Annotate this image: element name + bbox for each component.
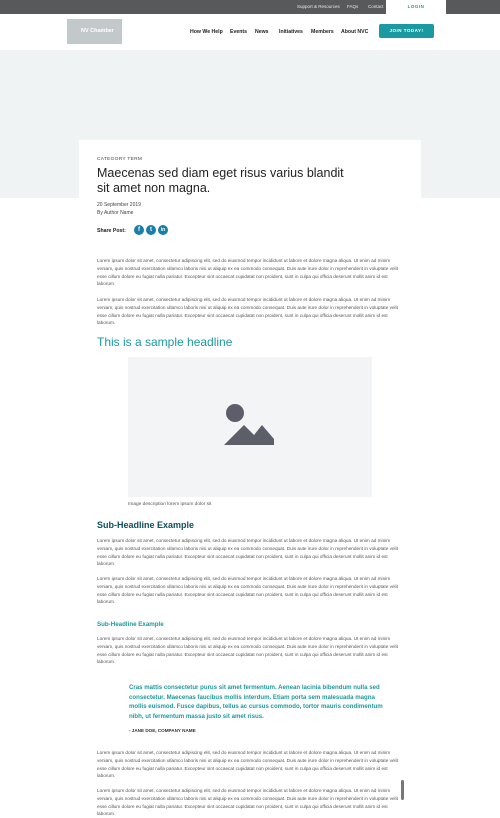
utility-bar [0,0,500,14]
body-paragraph: Lorem ipsum dolor sit amet, consectetur adipiscing elit, sed do eiusmod tempor incididunt ut labore et dolore magna aliqua. Ut enim ad minim veniam, quis nostrud exercitation ullamco laboris nisi ut aliquip ex ea commodo consequat. Duis aute irure dolor in reprehenderit in voluptate velit esse cillum dolore eu fugiat nulla pariatur. Excepteur sint occaecat cupidatat non proident, sunt in culpa qui officia deserunt mollit anim id est laborum. [97,258,398,287]
contact-link[interactable]: Contact [368,4,384,9]
article-image-placeholder [128,357,372,497]
body-paragraph: Lorem ipsum dolor sit amet, consectetur adipiscing elit, sed do eiusmod tempor incididunt ut labore et dolore magna aliqua. Ut enim ad minim veniam, quis nostrud exercitation ullamco laboris nisi ut aliquip ex ea commodo consequat. Duis aute irure dolor in reprehenderit in voluptate velit esse cillum dolore eu fugiat nulla pariatur. Excepteur sint occaecat cupidatat non proident, sunt in culpa qui officia deserunt mollit anim id est laborum. [97,788,398,817]
article-date: 20 September 2019 [97,202,141,208]
login-button[interactable]: LOGIN [386,0,446,14]
site-logo[interactable]: NV Chamber [67,19,122,44]
nav-members[interactable]: Members [311,29,334,35]
support-link[interactable]: Support & Resources [297,4,340,9]
article-title: Maecenas sed diam eget risus varius blandit sit amet non magna. [97,166,344,195]
nav-events[interactable]: Events [230,29,248,35]
facebook-icon[interactable]: f [134,225,144,235]
sub-headline-small: Sub-Headline Example [97,621,164,628]
site-header [0,14,500,50]
article-author: By Author Name [97,210,134,216]
join-today-button[interactable]: JOIN TODAY! [379,24,434,38]
nav-how-we-help[interactable]: How We Help [190,29,223,35]
linkedin-icon[interactable]: in [158,225,168,235]
nav-about[interactable]: About NVC [341,29,369,35]
scrollbar-thumb[interactable] [401,780,404,800]
nav-initiatives[interactable]: Initiatives [279,29,303,35]
body-paragraph: Lorem ipsum dolor sit amet, consectetur adipiscing elit, sed do eiusmod tempor incididunt ut labore et dolore magna aliqua. Ut enim ad minim veniam, quis nostrud exercitation ullamco laboris nisi ut aliquip ex ea commodo consequat. Duis aute irure dolor in reprehenderit in voluptate velit esse cillum dolore eu fugiat nulla pariatur. Excepteur sint occaecat cupidatat non proident, sunt in culpa qui officia deserunt mollit anim id est laborum. [97,576,398,605]
image-placeholder-icon [222,401,276,449]
faqs-link[interactable]: FAQs [347,4,359,9]
sub-headline: Sub-Headline Example [97,520,195,530]
body-paragraph: Lorem ipsum dolor sit amet, consectetur adipiscing elit, sed do eiusmod tempor incididunt ut labore et dolore magna aliqua. Ut enim ad minim veniam, quis nostrud exercitation ullamco laboris nisi ut aliquip ex ea commodo consequat. Duis aute irure dolor in reprehenderit in voluptate velit esse cillum dolore eu fugiat nulla pariatur. Excepteur sint occaecat cupidatat non proident, sunt in culpa qui officia deserunt mollit anim id est laborum. [97,636,398,665]
twitter-icon[interactable]: t [146,225,156,235]
image-caption: Image description lorem ipsum dolor sit [128,502,212,507]
category-label[interactable]: CATEGORY TERM [97,157,143,162]
share-label: Share Post: [97,228,126,234]
section-headline: This is a sample headline [97,335,233,349]
pull-quote: Cras mattis consectetur purus sit amet fermentum. Aenean lacinia bibendum nulla sed consectetur. Maecenas faucibus mollis interdum. Etiam porta sem malesuada magna mollis euismod. Fusce dapibus, tellus ac cursus commodo, tortor mauris condimentum nibh, ut fermentum massa justo sit amet risus. [129,684,383,720]
body-paragraph: Lorem ipsum dolor sit amet, consectetur adipiscing elit, sed do eiusmod tempor incididunt ut labore et dolore magna aliqua. Ut enim ad minim veniam, quis nostrud exercitation ullamco laboris nisi ut aliquip ex ea commodo consequat. Duis aute irure dolor in reprehenderit in voluptate velit esse cillum dolore eu fugiat nulla pariatur. Excepteur sint occaecat cupidatat non proident, sunt in culpa qui officia deserunt mollit anim id est laborum. [97,750,398,779]
quote-attribution: - JANE DOE, COMPANY NAME [129,728,196,733]
nav-news[interactable]: News [255,29,269,35]
body-paragraph: Lorem ipsum dolor sit amet, consectetur adipiscing elit, sed do eiusmod tempor incididunt ut labore et dolore magna aliqua. Ut enim ad minim veniam, quis nostrud exercitation ullamco laboris nisi ut aliquip ex ea commodo consequat. Duis aute irure dolor in reprehenderit in voluptate velit esse cillum dolore eu fugiat nulla pariatur. Excepteur sint occaecat cupidatat non proident, sunt in culpa qui officia deserunt mollit anim id est laborum. [97,297,398,326]
body-paragraph: Lorem ipsum dolor sit amet, consectetur adipiscing elit, sed do eiusmod tempor incididunt ut labore et dolore magna aliqua. Ut enim ad minim veniam, quis nostrud exercitation ullamco laboris nisi ut aliquip ex ea commodo consequat. Duis aute irure dolor in reprehenderit in voluptate velit esse cillum dolore eu fugiat nulla pariatur. Excepteur sint occaecat cupidatat non proident, sunt in culpa qui officia deserunt mollit anim id est laborum. [97,538,398,567]
